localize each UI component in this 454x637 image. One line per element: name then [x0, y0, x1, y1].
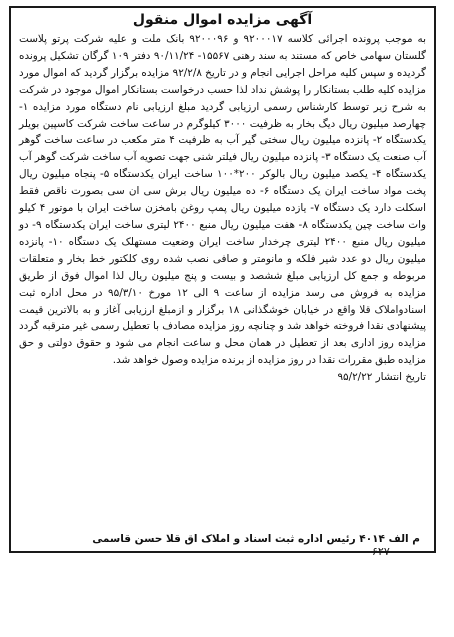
notice-body: به موجب پرونده اجرائی کلاسه ۹۲۰۰۰۱۷ و ۹۲۰۰۰۹۶ بانک ملت و علیه شرکت پرتو پلاست گلستان سهامی خاص که مستند به سند رهنی ۱۵۵۶۷- ۹۰/۱۱/۲۴ دفتر ۱۰۹ گرگان تشکیل پرونده گردیده و سپس کلیه مراحل اجرایی انجام و در تاریخ ۹۲/۲/۸ مزایده برگزار گردید که اموال مورد مزایده کلیه طلب بستانکار را پوشش نداد لذا حسب درخواست بستانکار اموال موجود در شرکت به شرح زیر توسط کارشناس رسمی ارزیابی گردید مبلغ ارزیابی نام دستگاه مورد مزایده ۱- چهارصد میلیون ریال دیگ بخار به ظرفیت ۳۰۰۰ کیلوگرم در ساعت ساخت شرکت کاسپین بویلر یکدستگاه ۲- پانزده میلیون ریال سختی گیر آب به ظرفیت ۴ متر مکعب در ساعت ساخت گوهر آب صنعت یک دستگاه ۳- پانزده میلیون ریال فیلتر شنی جهت تصویه آب ساخت شرکت گوهر آب یکدستگاه ۴- یکصد میلیون ریال بالوکر ۲۰۰*۱۰۰ ساخت ایران یکدستگاه ۵- پنجاه میلیون ریال پخت مواد ساخت ایران یک دستگاه ۶- ده میلیون ریال برش سی ان سی بصورت ناقص فقط اسکلت دارد یک دستگاه ۷- یازده میلیون ریال پمپ روغن بامخزن ساخت ایران با موتور ۴ کیلو وات ساخت چین یکدستگاه ۸- هفت میلیون ریال منبع ۲۴۰۰ لیتری ساخت ایران یکدستگاه ۹- دو میلیون ریال منبع ۲۴۰۰ لیتری چرخدار ساخت ایران وضعیت مستهلک یک دستگاه ۱۰- پانزده میلیون ریال دو عدد شیر فلکه و مانومتر و صافی نصب شده روی کلکتور خط بخار و متعلقات مربوطه و جمع کل ارزیابی مبلغ ششصد و بیست و پنج میلیون ریال لذا اموال فوق از طریق مزایده به فروش می رسد مزایده از ساعت ۹ الی ۱۲ مورخ ۹۵/۳/۱۰ در محل اداره ثبت اسنادواملاک قلا واقع در خیابان خوشگذانی ۱۸ برگزار و ازمبلغ ارزیابی آغاز و به بالاترین قیمت پیشنهادی نقدا فروخته خواهد شد و چنانچه روز مزایده مصادف با تعطیل رسمی غیر مترقبه گردد مزایده روز اداری بعد از تعطیل در همان محل و ساعت انجام می شود و حقوق دولتی و حق مزایده طبق مقررات نقدا در روز مزایده از برنده مزایده وصول خواهد شد. [19, 33, 427, 367]
notice-signature: م الف ۴۰۱۴ رئیس اداره ثبت اسناد و املاک اق قلا حسن قاسمی [92, 533, 420, 545]
auction-notice [9, 6, 436, 553]
notice-title: آگهی مزایده اموال منقول [132, 12, 313, 28]
page-number: ۶۲۷ [372, 545, 390, 558]
publication-date: تاریخ انتشار ۹۵/۲/۲۲ [337, 371, 426, 384]
